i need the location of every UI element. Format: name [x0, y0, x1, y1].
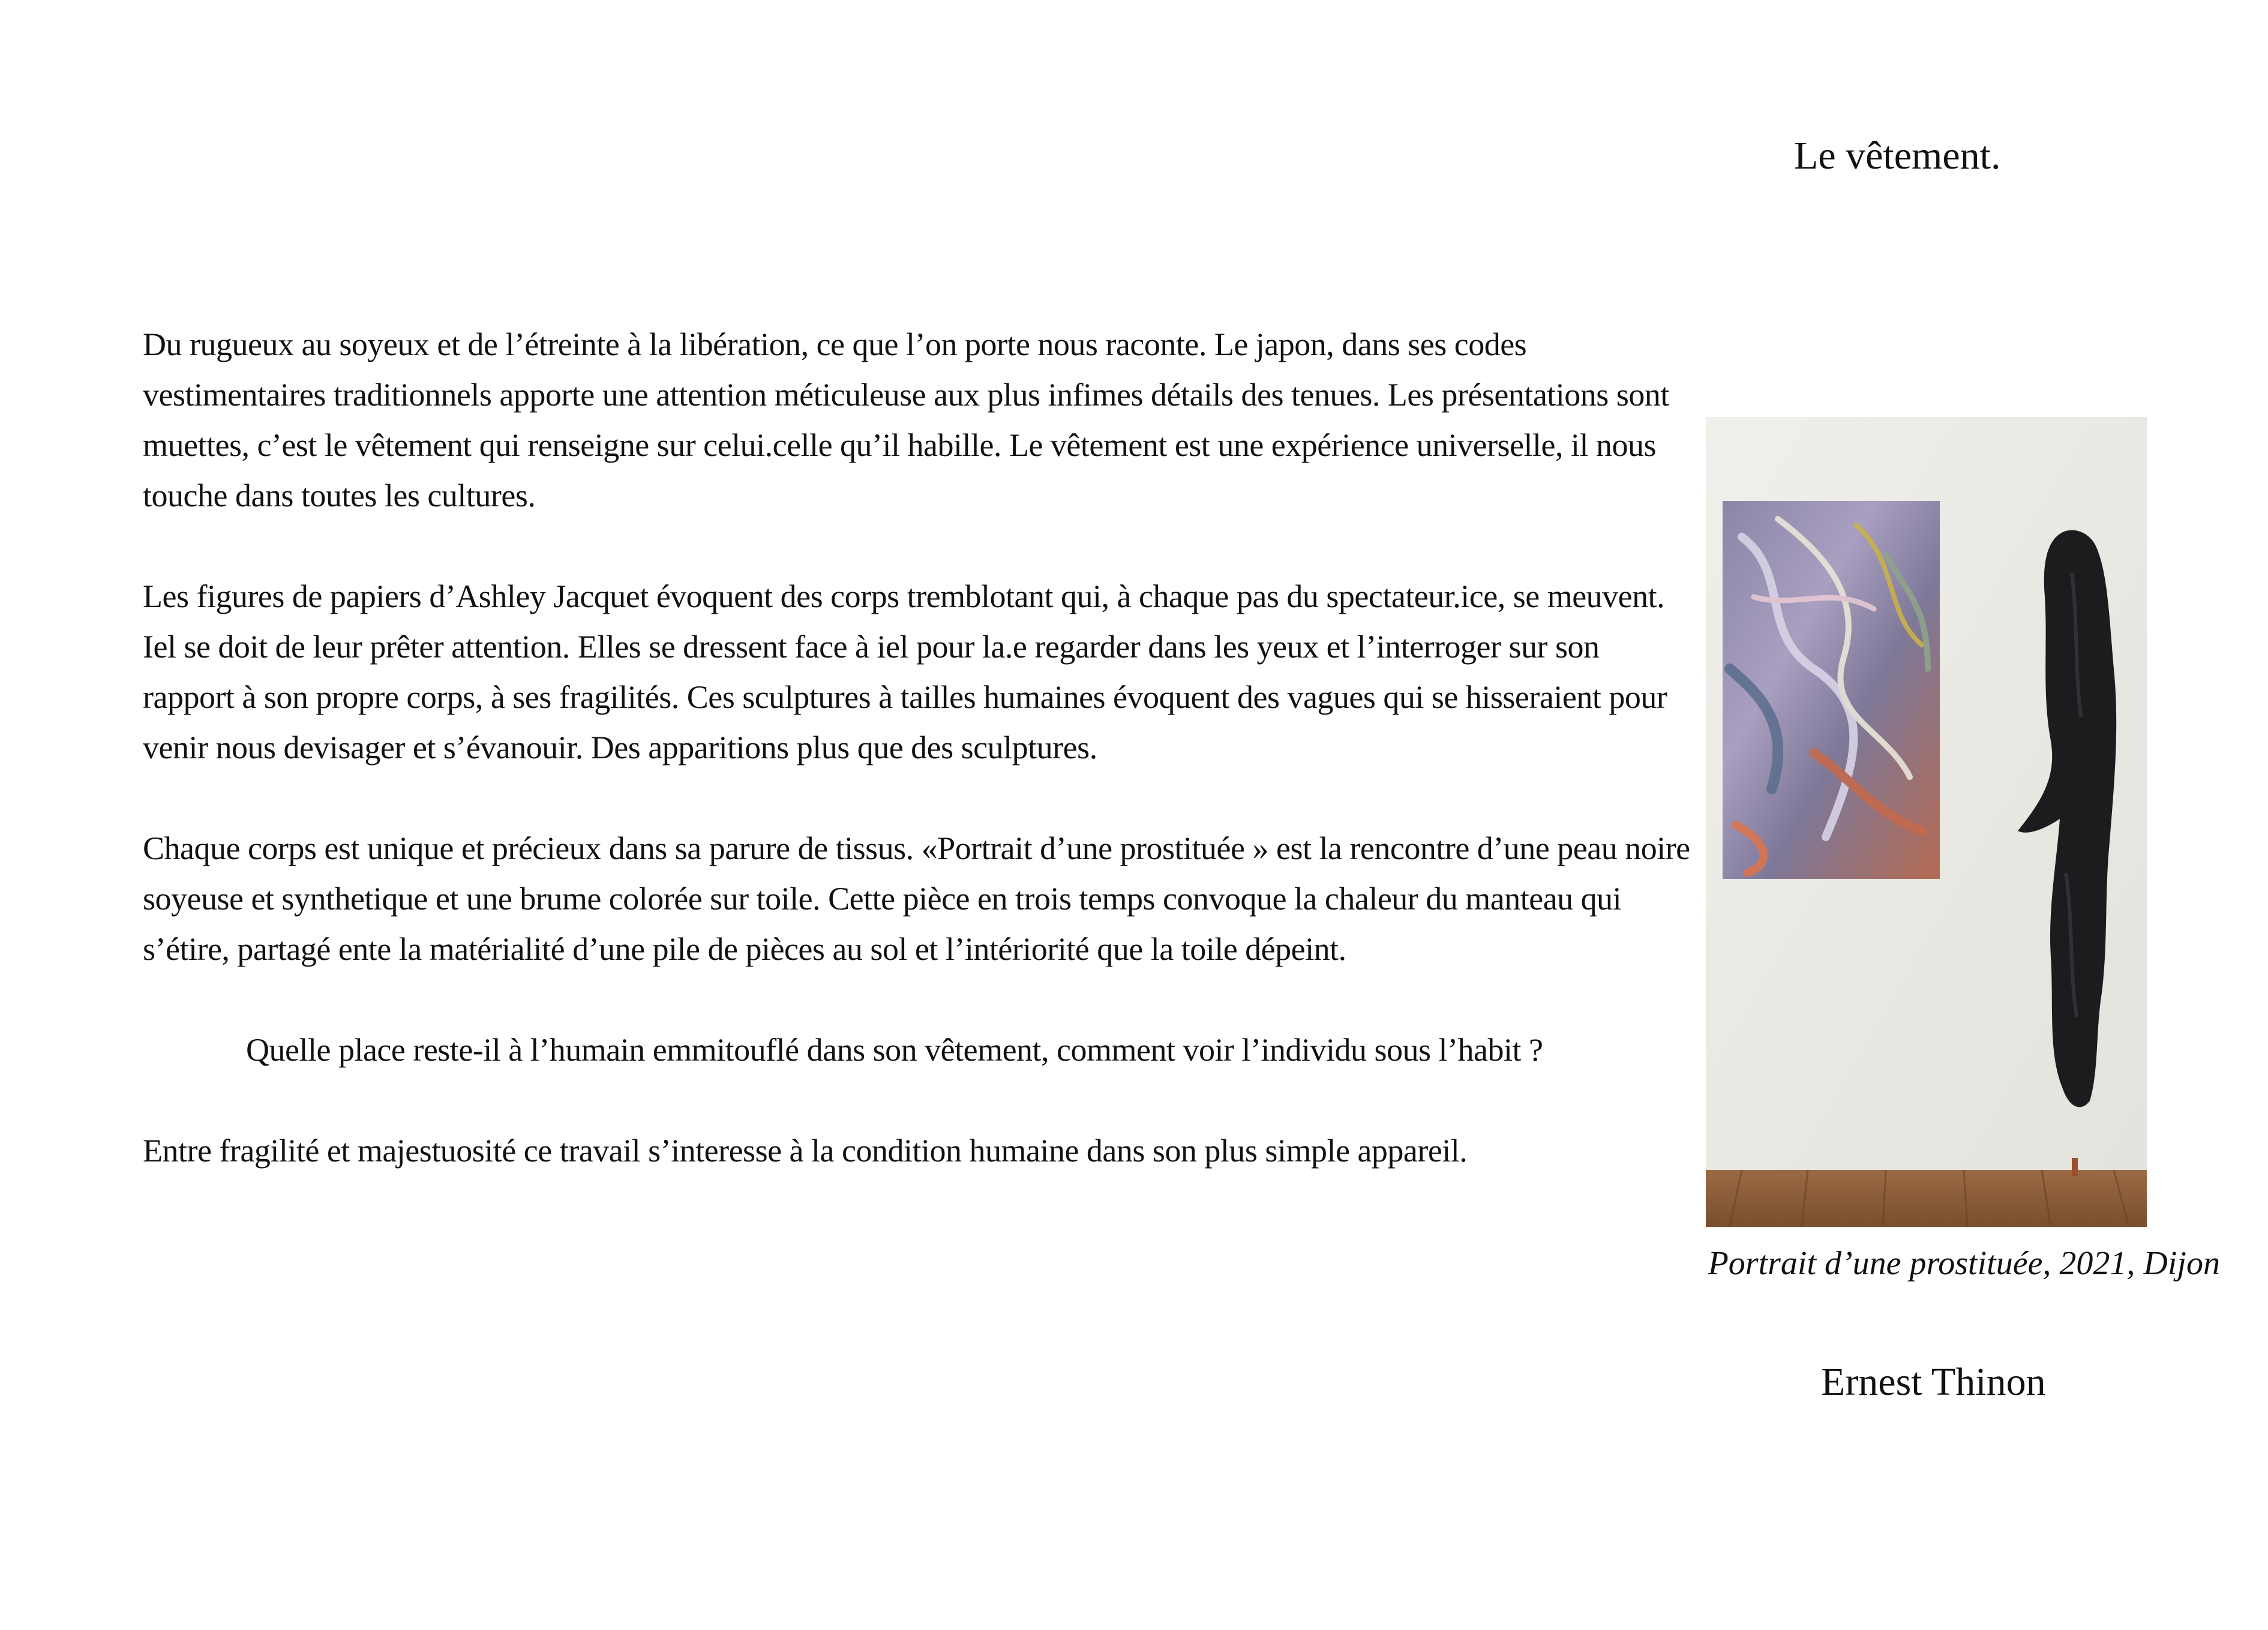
wooden-floor: [1706, 1170, 2147, 1227]
figure-caption: Portrait d’une prostituée, 2021, Dijon: [1708, 1245, 2220, 1282]
paragraph-question: Quelle place reste-il à l’humain emmitouflé dans son vêtement, comment voir l’individu sous l’habit ?: [246, 1032, 1543, 1068]
coins-pile: [2072, 1158, 2078, 1176]
paragraph-portrait: Chaque corps est unique et précieux dans sa parure de tissus. «Portrait d’une prostituée » est la rencontre d’une peau noire soyeuse et synthetique et une brume colorée sur toile. Cette pièce en trois temps convoque la chaleur du manteau qui s’étire, partagé ente la matérialité d’une pile de pièces au sol et l’intériorité que la toile dépeint.: [143, 830, 1690, 967]
essay-text: [143, 319, 1691, 1226]
artwork-photo: [1706, 417, 2147, 1227]
artwork-illustration: [1706, 417, 2147, 1227]
page-title: Le vêtement.: [1794, 134, 2001, 178]
paragraph-paper-figures: Les figures de papiers d’Ashley Jacquet évoquent des corps tremblotant qui, à chaque pas du spectateur.ice, se meuvent. Iel se doit de leur prêter attention. Elles se dressent face à iel pour la.e regarder dans les yeux et l’interroger sur son rapport à son propre corps, à ses fragilités. Ces sculptures à tailles humaines évoquent des vagues qui se hisseraient pour venir nous devisager et s’évanouir. Des apparitions plus que des sculptures.: [143, 578, 1667, 766]
paragraph-intro: Du rugueux au soyeux et de l’étreinte à la libération, ce que l’on porte nous raconte. Le japon, dans ses codes vestimentaires traditionnels apporte une attention méticuleuse aux plus infimes détails des tenues. Les présentations sont muettes, c’est le vêtement qui renseigne sur celui.celle qu’il habille. Le vêtement est une expérience universelle, il nous touche dans toutes les cultures.: [143, 326, 1669, 514]
paragraph-conclusion: Entre fragilité et majestuosité ce travail s’interesse à la condition humaine dans son plus simple appareil.: [143, 1133, 1468, 1169]
artist-name: Ernest Thinon: [1821, 1360, 2046, 1404]
